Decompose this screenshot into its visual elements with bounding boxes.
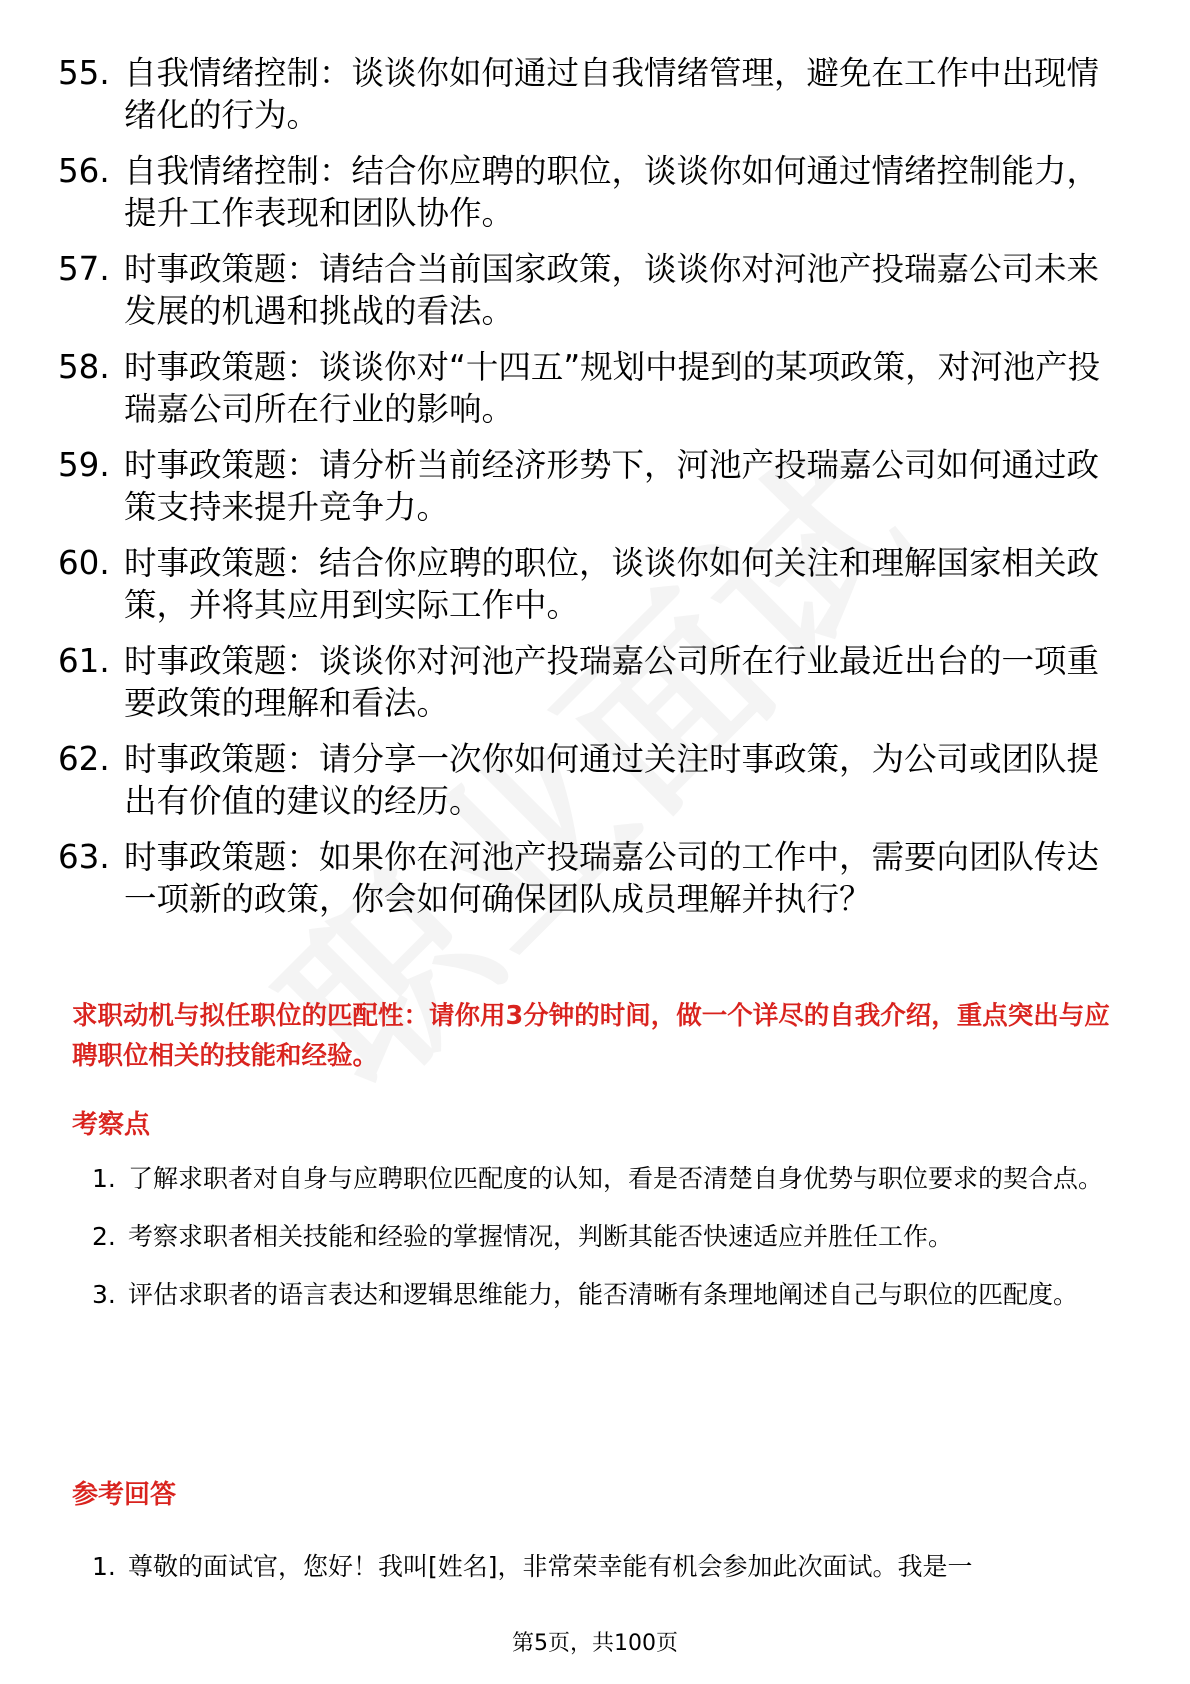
question-number: 63. — [58, 838, 110, 876]
question-text: 自我情绪控制：谈谈你如何通过自我情绪管理，避免在工作中出现情绪化的行为。 — [124, 54, 1100, 134]
question-number: 56. — [58, 152, 110, 190]
question-list — [58, 52, 1128, 934]
reference-list — [92, 1547, 1122, 1587]
question-item — [58, 444, 1128, 528]
question-item — [58, 738, 1128, 822]
point-number: 2. — [92, 1222, 116, 1251]
motive-question-heading: 求职动机与拟任职位的匹配性：请你用3分钟的时间，做一个详尽的自我介绍，重点突出与应聘职位相关的技能和经验。 — [72, 1001, 1110, 1071]
question-number: 59. — [58, 446, 110, 484]
point-text: 尊敬的面试官，您好！我叫[姓名]，非常荣幸能有机会参加此次面试。我是一 — [128, 1552, 973, 1581]
assessment-list — [92, 1150, 1122, 1324]
question-item — [58, 836, 1128, 920]
question-number: 60. — [58, 544, 110, 582]
assessment-point — [92, 1150, 1122, 1208]
question-text: 时事政策题：结合你应聘的职位，谈谈你如何关注和理解国家相关政策，并将其应用到实际工作中。 — [124, 544, 1100, 624]
point-text: 了解求职者对自身与应聘职位匹配度的认知，看是否清楚自身优势与职位要求的契合点。 — [128, 1164, 1104, 1193]
point-number: 1. — [92, 1552, 116, 1581]
question-item — [58, 52, 1128, 136]
page-footer: 第5页，共100页 — [512, 1631, 678, 1656]
point-number: 3. — [92, 1280, 116, 1309]
point-text: 考察求职者相关技能和经验的掌握情况，判断其能否快速适应并胜任工作。 — [128, 1222, 954, 1251]
question-item — [58, 640, 1128, 724]
question-number: 55. — [58, 54, 110, 92]
question-item — [58, 346, 1128, 430]
assessment-point — [92, 1208, 1122, 1266]
question-item — [58, 248, 1128, 332]
reference-point — [92, 1547, 1122, 1587]
question-text: 时事政策题：请分享一次你如何通过关注时事政策，为公司或团队提出有价值的建议的经历。 — [124, 740, 1100, 820]
question-text: 自我情绪控制：结合你应聘的职位，谈谈你如何通过情绪控制能力，提升工作表现和团队协作。 — [124, 152, 1100, 232]
question-text: 时事政策题：请结合当前国家政策，谈谈你对河池产投瑞嘉公司未来发展的机遇和挑战的看法。 — [124, 250, 1100, 330]
question-text: 时事政策题：如果你在河池产投瑞嘉公司的工作中，需要向团队传达一项新的政策，你会如何确保团队成员理解并执行？ — [124, 838, 1100, 918]
assessment-title: 考察点 — [72, 1110, 151, 1140]
question-number: 57. — [58, 250, 110, 288]
assessment-point — [92, 1266, 1122, 1324]
question-text: 时事政策题：谈谈你对河池产投瑞嘉公司所在行业最近出台的一项重要政策的理解和看法。 — [124, 642, 1100, 722]
question-text: 时事政策题：谈谈你对“十四五”规划中提到的某项政策，对河池产投瑞嘉公司所在行业的影响。 — [124, 348, 1101, 428]
question-number: 62. — [58, 740, 110, 778]
question-number: 61. — [58, 642, 110, 680]
point-number: 1. — [92, 1164, 116, 1193]
question-item — [58, 542, 1128, 626]
question-number: 58. — [58, 348, 110, 386]
point-text: 评估求职者的语言表达和逻辑思维能力，能否清晰有条理地阐述自己与职位的匹配度。 — [128, 1280, 1079, 1309]
question-item — [58, 150, 1128, 234]
reference-title: 参考回答 — [72, 1480, 177, 1510]
question-text: 时事政策题：请分析当前经济形势下，河池产投瑞嘉公司如何通过政策支持来提升竞争力。 — [124, 446, 1100, 526]
